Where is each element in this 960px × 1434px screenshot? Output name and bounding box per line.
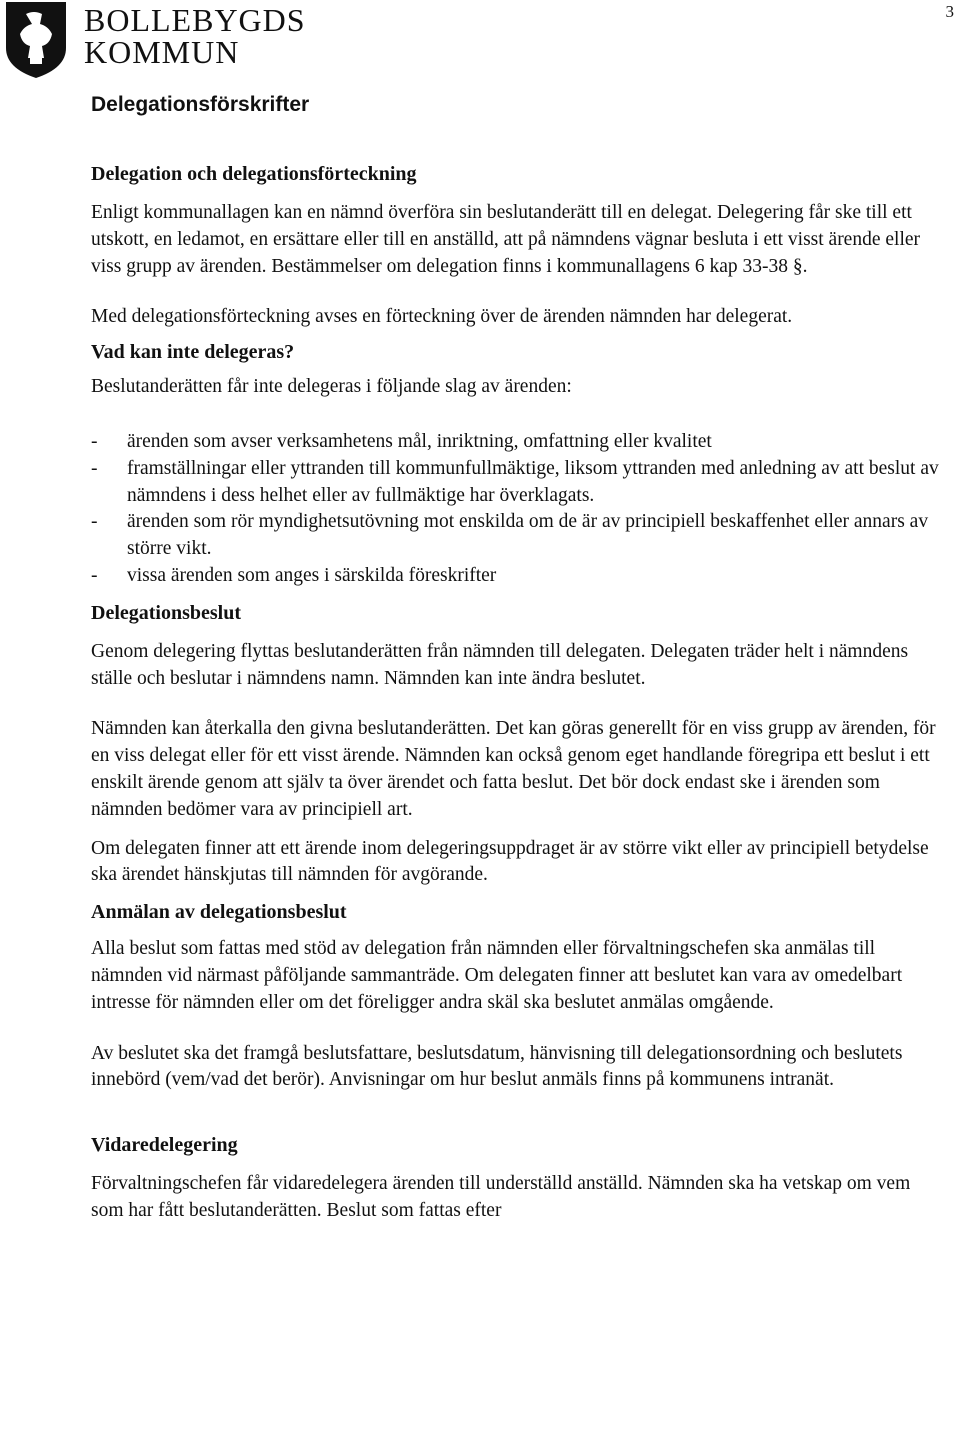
document-body xyxy=(91,90,941,1225)
list-item xyxy=(91,509,941,563)
paragraph: Om delegaten finner att ett ärende inom delegeringsuppdraget är av större vikt eller av principiell betydelse ska ärendet hänskjutas till nämnden för avgörande. xyxy=(91,837,929,886)
logo-line-1: BOLLEBYGDS xyxy=(84,2,306,38)
document-title: Delegationsförskrifter xyxy=(91,93,310,116)
section-heading-anmalan: Anmälan av delegationsbeslut xyxy=(91,901,347,924)
dash-marker: - xyxy=(91,511,98,533)
paragraph: Alla beslut som fattas med stöd av delegation från nämnden eller förvaltningschefen ska anmälas till nämnden vid närmast påföljande sammanträde. Om delegaten finner att beslutet kan vara av omedelbart intresse för nämnden eller om det föreligger andra skäl ska beslutet anmälas omgående. xyxy=(91,938,903,1013)
page-number: 3 xyxy=(945,2,954,21)
paragraph: Nämnden kan återkalla den givna beslutanderätten. Det kan göras generellt för en viss grupp av ärenden, för en viss delegat eller för ett visst ärende. Nämnden kan också genom eget handlande föregripa ett beslut i ett enskilt ärende genom att själv ta över ärendet och fatta beslut. Det bör dock endast ske i ärenden som nämnden bedömer vara av principiell art. xyxy=(91,718,936,820)
coat-of-arms-icon xyxy=(4,0,74,80)
dash-marker: - xyxy=(91,457,98,479)
section-heading-vidaredelegering: Vidaredelegering xyxy=(91,1134,238,1157)
list-item-text: vissa ärenden som anges i särskilda föreskrifter xyxy=(127,564,497,586)
list-item xyxy=(91,456,941,510)
municipality-logo xyxy=(4,0,306,80)
paragraph: Förvaltningschefen får vidaredelegera ärenden till underställd anställd. Nämnden ska ha vetskap om vem som har fått beslutanderätten. Beslut som fattas efter xyxy=(91,1173,911,1221)
paragraph: Genom delegering flyttas beslutanderätten från nämnden till delegaten. Delegaten träder helt i nämndens ställe och beslutar i nämndens namn. Nämnden kan inte ändra beslutet. xyxy=(91,640,909,689)
list-item-text: ärenden som avser verksamhetens mål, inriktning, omfattning eller kvalitet xyxy=(127,430,712,452)
paragraph: Beslutanderätten får inte delegeras i följande slag av ärenden: xyxy=(91,376,572,398)
section-heading-delegationsbeslut: Delegationsbeslut xyxy=(91,601,241,624)
dash-marker: - xyxy=(91,430,98,452)
list-item-text: ärenden som rör myndighetsutövning mot enskilda om de är av principiell beskaffenhet eller annars av större vikt. xyxy=(127,511,929,560)
section-heading-delegation: Delegation och delegationsförteckning xyxy=(91,163,417,185)
list-item xyxy=(91,563,941,590)
dash-marker: - xyxy=(91,564,98,586)
paragraph: Med delegationsförteckning avses en förteckning över de ärenden nämnden har delegerat. xyxy=(91,306,793,328)
restriction-list xyxy=(91,429,941,590)
list-item-text: framställningar eller yttranden till kommunfullmäktige, liksom yttranden med anledning av att beslut av nämndens i dess helhet eller av fullmäktige har överklagats. xyxy=(127,457,939,506)
section-heading-vad-kan-inte-delegeras: Vad kan inte delegeras? xyxy=(91,341,295,364)
logo-line-2: KOMMUN xyxy=(84,34,240,70)
paragraph: Enligt kommunallagen kan en nämnd överföra sin beslutanderätt till en delegat. Delegering får ske till ett utskott, en ledamot, en ersättare eller till en anställd, att på nämndens vägnar besluta i ett visst ärende eller viss grupp av ärenden. Bestämmelser om delegation finns i kommunallagens 6 kap 33-38 §. xyxy=(91,202,921,277)
list-item xyxy=(91,429,941,456)
paragraph: Av beslutet ska det framgå beslutsfattare, beslutsdatum, hänvisning till delegationsordning och beslutets innebörd (vem/vad det berör). Anvisningar om hur beslut anmäls finns på kommunens intranät. xyxy=(91,1042,903,1091)
